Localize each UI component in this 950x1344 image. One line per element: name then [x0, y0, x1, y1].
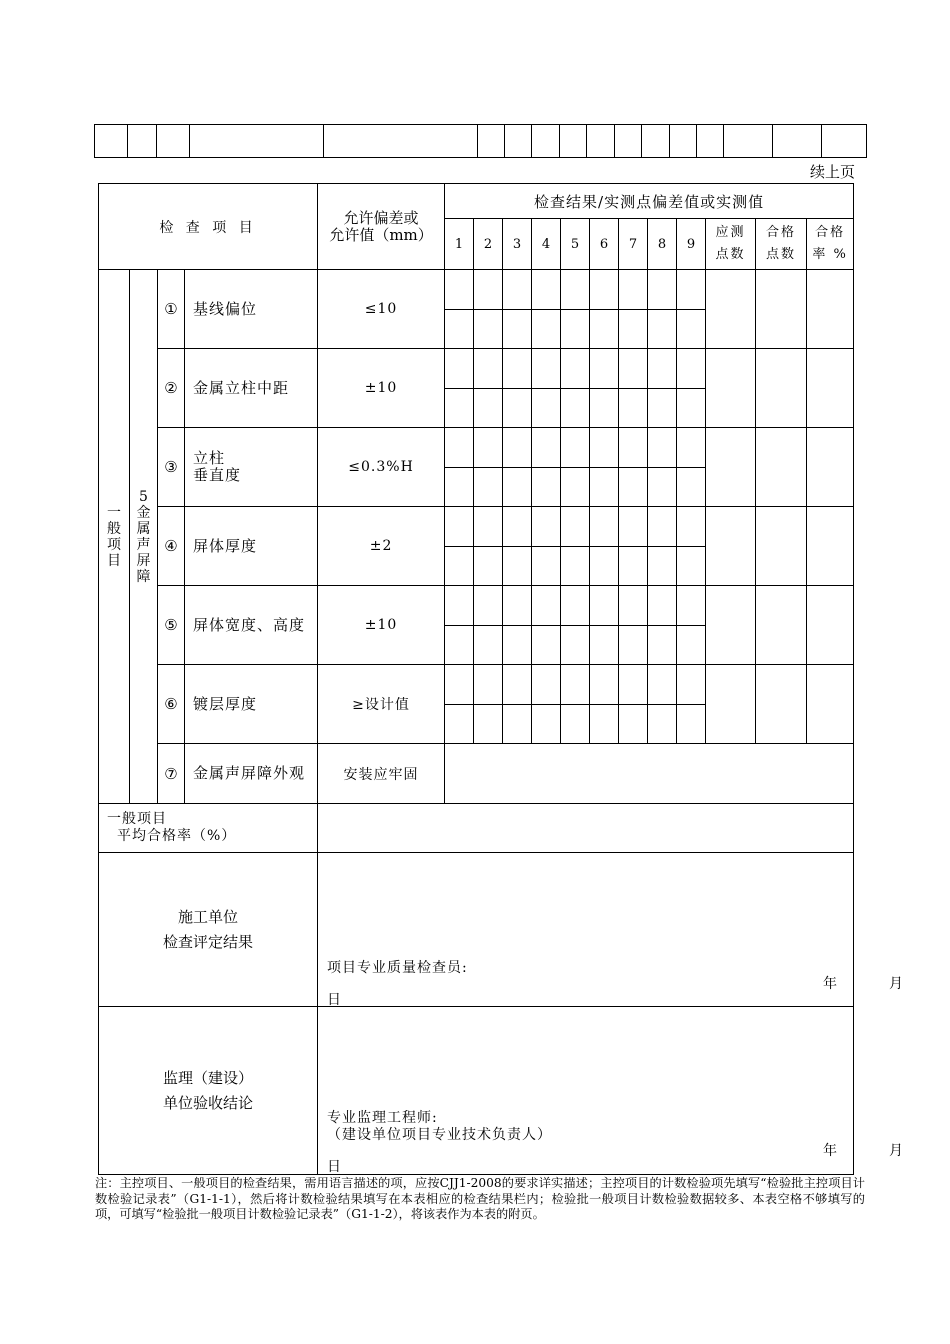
point-number: 1: [445, 219, 474, 270]
month-label: 月: [889, 976, 905, 992]
avg-rate-line2: 平均合格率（%）: [117, 828, 237, 844]
measure-cell[interactable]: [561, 388, 590, 428]
measure-cell[interactable]: [503, 349, 532, 389]
supervision-label-1: 监理（建设）: [163, 1068, 254, 1087]
measure-cell[interactable]: [445, 665, 474, 705]
blank-cell[interactable]: [505, 125, 532, 158]
measure-cell[interactable]: [561, 704, 590, 744]
blank-cell[interactable]: [478, 125, 505, 158]
point-number: 5: [561, 219, 590, 270]
should-measure-1: 应测: [715, 225, 746, 240]
measure-cell[interactable]: [532, 625, 561, 665]
item-row: [99, 586, 854, 626]
item-index: ①: [158, 270, 185, 349]
measure-cell[interactable]: [648, 586, 677, 626]
measure-cell[interactable]: [445, 546, 474, 586]
measure-cell[interactable]: [532, 546, 561, 586]
allowance-header: [318, 184, 445, 270]
measure-cell[interactable]: [561, 665, 590, 705]
measure-cell[interactable]: [474, 704, 503, 744]
point-number: 7: [619, 219, 648, 270]
item-index: ②: [158, 349, 185, 428]
point-number: 8: [648, 219, 677, 270]
should-measure-cell[interactable]: [706, 428, 756, 507]
qualified-rate-cell[interactable]: [807, 586, 854, 665]
blank-cell[interactable]: [615, 125, 642, 158]
blank-cell[interactable]: [773, 125, 822, 158]
measure-cell[interactable]: [474, 507, 503, 547]
blank-cell[interactable]: [324, 125, 478, 158]
section-label: [130, 270, 158, 804]
measure-cell[interactable]: [677, 270, 706, 310]
avg-rate-value[interactable]: [318, 804, 854, 853]
measure-cell[interactable]: [445, 704, 474, 744]
item-row: [99, 428, 854, 468]
item-name: 屏体宽度、高度: [185, 586, 318, 665]
measure-cell[interactable]: [503, 309, 532, 349]
measure-cell[interactable]: [445, 428, 474, 468]
measure-cell[interactable]: [648, 625, 677, 665]
measure-cell[interactable]: [474, 665, 503, 705]
results-title: 检查结果/实测点偏差值或实测值: [534, 192, 765, 211]
measure-cell[interactable]: [619, 665, 648, 705]
item-row: [99, 270, 854, 310]
measure-cell[interactable]: [677, 309, 706, 349]
measure-cell[interactable]: [590, 704, 619, 744]
measure-cell[interactable]: [474, 270, 503, 310]
qualified-rate-cell[interactable]: [807, 428, 854, 507]
measure-cell[interactable]: [532, 467, 561, 507]
blank-cell[interactable]: [642, 125, 670, 158]
measure-cell[interactable]: [590, 388, 619, 428]
measure-cell[interactable]: [677, 467, 706, 507]
measure-cell[interactable]: [677, 704, 706, 744]
measure-cell[interactable]: [677, 586, 706, 626]
measure-cell[interactable]: [561, 586, 590, 626]
measure-cell[interactable]: [677, 349, 706, 389]
measure-cell[interactable]: [503, 428, 532, 468]
item-name: 金属声屏障外观: [185, 744, 318, 804]
measure-cell[interactable]: [648, 270, 677, 310]
engineer-label: 专业监理工程师:: [327, 1110, 438, 1126]
avg-rate-line1: 一般项目: [107, 811, 167, 827]
measure-cell[interactable]: [590, 309, 619, 349]
item-name: 基线偏位: [185, 270, 318, 349]
measure-cell[interactable]: [503, 388, 532, 428]
measure-cell[interactable]: [619, 586, 648, 626]
supervision-label: [99, 1007, 318, 1175]
measure-cell[interactable]: [561, 467, 590, 507]
qualified-points-cell[interactable]: [756, 586, 807, 665]
measure-cell[interactable]: [503, 270, 532, 310]
item-row: [99, 665, 854, 705]
qualified-points-cell[interactable]: [756, 270, 807, 349]
item-index: ⑦: [158, 744, 185, 804]
measure-cell[interactable]: [445, 625, 474, 665]
measure-cell[interactable]: [503, 665, 532, 705]
measure-cell[interactable]: [648, 467, 677, 507]
should-measure-cell[interactable]: [706, 349, 756, 428]
qualified-rate-cell[interactable]: [807, 665, 854, 744]
measure-cell[interactable]: [445, 388, 474, 428]
measure-cell[interactable]: [619, 428, 648, 468]
measure-cell[interactable]: [561, 507, 590, 547]
check-item-label: 检 查 项 目: [159, 219, 257, 236]
measure-cell[interactable]: [648, 428, 677, 468]
blank-cell[interactable]: [670, 125, 697, 158]
supervision-label-2: 单位验收结论: [163, 1093, 254, 1112]
measure-cell[interactable]: [590, 665, 619, 705]
measure-cell[interactable]: [648, 507, 677, 547]
qualified-rate-cell[interactable]: [807, 349, 854, 428]
measure-cell[interactable]: [648, 704, 677, 744]
blank-cell[interactable]: [697, 125, 724, 158]
measure-cell[interactable]: [590, 507, 619, 547]
measure-cell[interactable]: [532, 428, 561, 468]
measure-cell[interactable]: [445, 309, 474, 349]
measure-cell[interactable]: [590, 625, 619, 665]
measure-cell[interactable]: [445, 270, 474, 310]
day-label: 日: [327, 1159, 343, 1175]
blank-cell[interactable]: [822, 125, 867, 158]
measure-cell[interactable]: [677, 625, 706, 665]
measure-cell[interactable]: [532, 388, 561, 428]
point-number: 3: [503, 219, 532, 270]
measure-cell[interactable]: [474, 349, 503, 389]
measure-cell[interactable]: [648, 665, 677, 705]
measure-cell[interactable]: [445, 349, 474, 389]
measure-cell[interactable]: [532, 665, 561, 705]
rate-1: 合格: [815, 225, 846, 240]
measure-cell[interactable]: [445, 467, 474, 507]
measure-cell[interactable]: [561, 270, 590, 310]
blank-cell[interactable]: [587, 125, 615, 158]
result-cell[interactable]: [445, 744, 854, 804]
should-measure-2: 点数: [715, 247, 746, 262]
general-items-label: [99, 270, 130, 804]
measure-cell[interactable]: [561, 428, 590, 468]
measure-cell[interactable]: [561, 309, 590, 349]
check-item-header: [99, 184, 318, 270]
measure-cell[interactable]: [619, 270, 648, 310]
measure-cell[interactable]: [648, 388, 677, 428]
qualified-rate-cell[interactable]: [807, 270, 854, 349]
measure-cell[interactable]: [619, 546, 648, 586]
day-label: 日: [327, 992, 343, 1008]
item-allowance: ≤0.3%H: [318, 428, 445, 507]
measure-cell[interactable]: [648, 309, 677, 349]
item-name: 金属立柱中距: [185, 349, 318, 428]
measure-cell[interactable]: [474, 625, 503, 665]
construction-label-1: 施工单位: [178, 907, 239, 926]
measure-cell[interactable]: [532, 704, 561, 744]
measure-cell[interactable]: [561, 625, 590, 665]
engineer-sub-label: （建设单位项目专业技术负责人）: [327, 1127, 553, 1143]
item-row: [99, 349, 854, 389]
measure-cell[interactable]: [503, 467, 532, 507]
year-label: 年: [823, 1143, 839, 1159]
measure-cell[interactable]: [619, 388, 648, 428]
measure-cell[interactable]: [619, 625, 648, 665]
qualified-rate-header: [807, 219, 854, 270]
qualified-points-cell[interactable]: [756, 428, 807, 507]
qualified-points-cell[interactable]: [756, 507, 807, 586]
measure-cell[interactable]: [474, 467, 503, 507]
item-index: ③: [158, 428, 185, 507]
blank-cell[interactable]: [95, 125, 128, 158]
should-measure-cell[interactable]: [706, 270, 756, 349]
measure-cell[interactable]: [561, 349, 590, 389]
measure-cell[interactable]: [590, 586, 619, 626]
measure-cell[interactable]: [561, 546, 590, 586]
general-items-text: 一般项目: [107, 504, 121, 569]
item-allowance: 安装应牢固: [318, 744, 445, 804]
measure-cell[interactable]: [677, 665, 706, 705]
allowance-label-1: 允许偏差或: [343, 208, 419, 227]
item-index: ⑤: [158, 586, 185, 665]
blank-cell[interactable]: [128, 125, 157, 158]
blank-cell[interactable]: [532, 125, 560, 158]
should-measure-header: [706, 219, 756, 270]
measure-cell[interactable]: [532, 507, 561, 547]
item-allowance: ≤10: [318, 270, 445, 349]
allowance-label-2: 允许值（mm）: [329, 225, 433, 244]
item-index: ④: [158, 507, 185, 586]
inspector-label: 项目专业质量检查员:: [327, 960, 468, 976]
qualified-1: 合格: [766, 225, 797, 240]
construction-result-cell[interactable]: [318, 853, 905, 1008]
supervision-result-cell[interactable]: [318, 1007, 905, 1175]
should-measure-cell[interactable]: [706, 586, 756, 665]
measure-cell[interactable]: [648, 349, 677, 389]
measure-cell[interactable]: [532, 349, 561, 389]
should-measure-cell[interactable]: [706, 507, 756, 586]
point-number: 6: [590, 219, 619, 270]
month-label: 月: [889, 1143, 905, 1159]
measure-cell[interactable]: [677, 546, 706, 586]
measure-cell[interactable]: [590, 349, 619, 389]
year-label: 年: [823, 976, 839, 992]
measure-cell[interactable]: [445, 507, 474, 547]
measure-cell[interactable]: [532, 309, 561, 349]
results-header: [445, 184, 854, 219]
measure-cell[interactable]: [619, 349, 648, 389]
previous-table-strip: [94, 124, 867, 158]
measure-cell[interactable]: [619, 704, 648, 744]
item-allowance: ±2: [318, 507, 445, 586]
construction-label-2: 检查评定结果: [163, 932, 254, 951]
blank-cell[interactable]: [724, 125, 773, 158]
measure-cell[interactable]: [532, 270, 561, 310]
section-text: 5金属声屏障: [136, 488, 151, 585]
inspection-table: [98, 183, 905, 1175]
blank-cell[interactable]: [157, 125, 190, 158]
qualified-2: 点数: [766, 247, 797, 262]
measure-cell[interactable]: [503, 586, 532, 626]
should-measure-cell[interactable]: [706, 665, 756, 744]
measure-cell[interactable]: [590, 546, 619, 586]
measure-cell[interactable]: [648, 546, 677, 586]
measure-cell[interactable]: [474, 309, 503, 349]
qualified-rate-cell[interactable]: [807, 507, 854, 586]
measure-cell[interactable]: [474, 586, 503, 626]
measure-cell[interactable]: [590, 428, 619, 468]
measure-cell[interactable]: [590, 270, 619, 310]
item-name: 屏体厚度: [185, 507, 318, 586]
rate-2: 率 %: [812, 247, 848, 262]
measure-cell[interactable]: [590, 467, 619, 507]
blank-cell[interactable]: [560, 125, 587, 158]
item-row: [99, 507, 854, 547]
measure-cell[interactable]: [474, 428, 503, 468]
point-number: 9: [677, 219, 706, 270]
measure-cell[interactable]: [677, 388, 706, 428]
measure-cell[interactable]: [677, 428, 706, 468]
construction-label: [99, 853, 318, 1007]
point-number: 2: [474, 219, 503, 270]
measure-cell[interactable]: [445, 586, 474, 626]
measure-cell[interactable]: [619, 467, 648, 507]
qualified-points-header: [756, 219, 807, 270]
measure-cell[interactable]: [532, 586, 561, 626]
point-number: 4: [532, 219, 561, 270]
item-row: [99, 744, 854, 804]
continued-label: 续上页: [810, 163, 856, 181]
footnote: 注：主控项目、一般项目的检查结果，需用语言描述的项，应按CJJ1-2008的要求详实描述；主控项目的计数检验项先填写“检验批主控项目计数检验记录表”（G1-1-1），然后将计数检验结果填写在本表相应的检查结果栏内；检验批一般项目计数检验数据较多、本表空格不够填写的项，可填写“检验批一般项目计数检验记录表”（G1-1-2），将该表作为本表的附页。: [95, 1176, 865, 1221]
item-allowance: ±10: [318, 586, 445, 665]
measure-cell[interactable]: [677, 507, 706, 547]
item-name: 立柱 垂直度: [185, 428, 318, 507]
measure-cell[interactable]: [619, 507, 648, 547]
measure-cell[interactable]: [474, 546, 503, 586]
item-allowance: ±10: [318, 349, 445, 428]
avg-rate-label: [99, 804, 318, 853]
qualified-points-cell[interactable]: [756, 665, 807, 744]
item-name: 镀层厚度: [185, 665, 318, 744]
measure-cell[interactable]: [503, 625, 532, 665]
measure-cell[interactable]: [474, 388, 503, 428]
measure-cell[interactable]: [619, 309, 648, 349]
blank-cell[interactable]: [190, 125, 324, 158]
item-allowance: ≥设计值: [318, 665, 445, 744]
measure-cell[interactable]: [503, 507, 532, 547]
item-index: ⑥: [158, 665, 185, 744]
measure-cell[interactable]: [503, 704, 532, 744]
qualified-points-cell[interactable]: [756, 349, 807, 428]
measure-cell[interactable]: [503, 546, 532, 586]
